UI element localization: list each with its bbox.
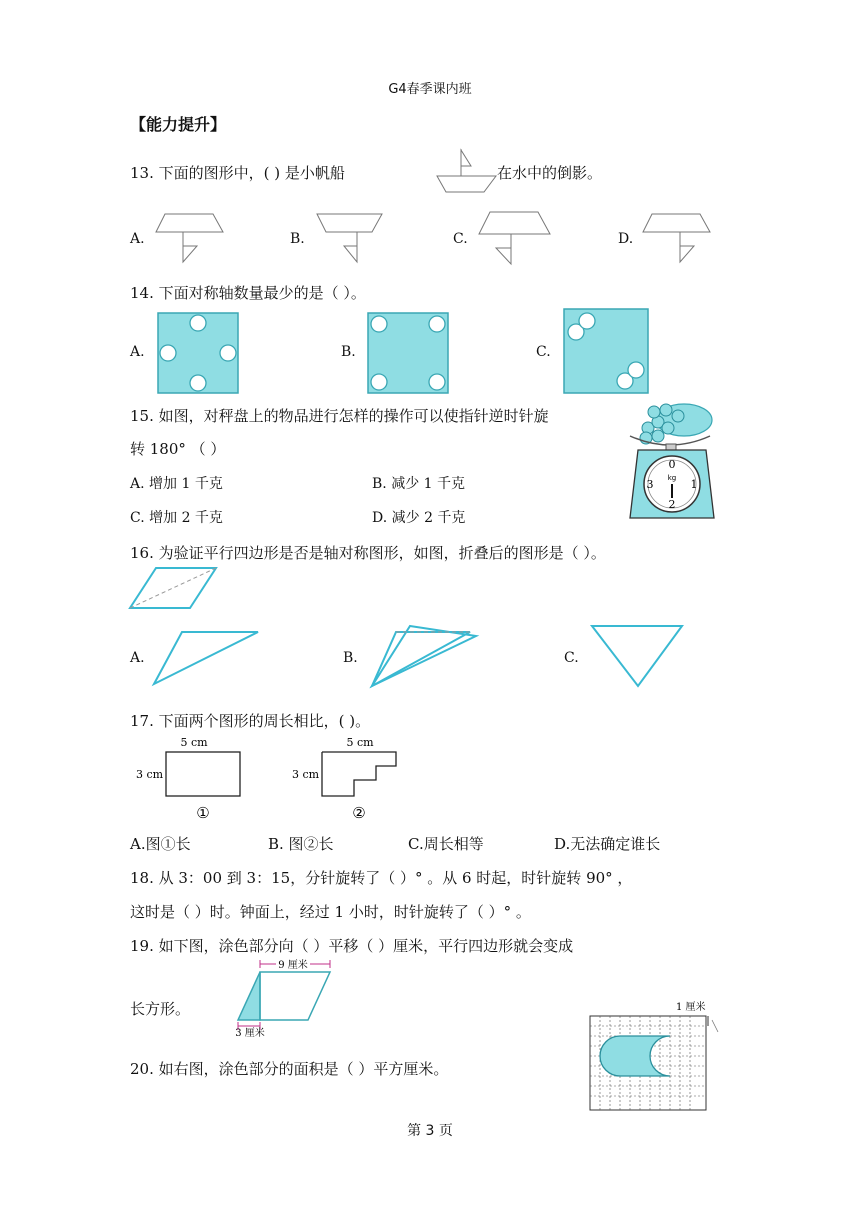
q13-option-b-label: B. — [290, 231, 305, 247]
q19-parallelogram-figure — [234, 958, 334, 1039]
q17-option-c: C.周长相等 — [408, 835, 484, 853]
scale-figure — [626, 398, 718, 522]
q19-top-dim: 9 厘米 — [278, 960, 308, 971]
q13-option-a-label: A. — [130, 231, 145, 247]
q17-option-a: A.图①长 — [130, 835, 191, 853]
q15-option-d: D. 减少 2 千克 — [372, 510, 466, 526]
q14-stem: 14. 下面对称轴数量最少的是（ ）。 — [130, 284, 366, 302]
q16-option-a-label: A. — [130, 650, 145, 666]
fig2-side-label: 3 cm — [292, 768, 320, 781]
scale-tick-3: 3 — [646, 478, 654, 491]
q17-stem: 17. 下面两个图形的周长相比，( )。 — [130, 712, 371, 730]
q19-line2: 长方形。 — [130, 1000, 191, 1018]
q14-option-c-figure — [563, 308, 649, 394]
q17-figure-1 — [134, 734, 254, 822]
q13-option-b-figure — [316, 212, 386, 264]
q13-stem-start: 13. 下面的图形中，( ) 是小帆船 — [130, 164, 345, 182]
q13-stem-end: 在水中的倒影。 — [497, 164, 603, 182]
q14-option-a-label: A. — [130, 344, 145, 360]
q17-figure-2 — [290, 734, 410, 822]
q15-option-a: A. 增加 1 千克 — [130, 476, 223, 492]
q14-option-c-label: C. — [536, 344, 551, 360]
q16-option-c-label: C. — [564, 650, 579, 666]
q17-option-d: D.无法确定谁长 — [554, 835, 661, 853]
q20-grid-label: 1 厘米 — [676, 1002, 706, 1013]
q20-stem: 20. 如右图，涂色部分的面积是（ ）平方厘米。 — [130, 1060, 449, 1078]
q14-option-b-label: B. — [341, 344, 356, 360]
q16-option-b-label: B. — [343, 650, 358, 666]
page-header: G4春季课内班 — [388, 82, 472, 97]
q15-stem-line2: 转 180° （ ） — [130, 440, 226, 458]
q13-option-c-label: C. — [453, 231, 468, 247]
q14-option-a-figure — [157, 312, 239, 394]
scale-tick-0: 0 — [668, 458, 676, 471]
q16-stem: 16. 为验证平行四边形是否是轴对称图形，如图，折叠后的图形是（ ）。 — [130, 544, 606, 562]
parallelogram-figure — [128, 566, 220, 612]
fig1-top-label: 5 cm — [180, 736, 208, 749]
q19-bottom-dim: 3 厘米 — [235, 1028, 265, 1039]
q15-option-b: B. 减少 1 千克 — [372, 476, 465, 492]
q16-option-b-figure — [370, 622, 478, 688]
q16-option-a-figure — [150, 628, 262, 686]
q15-option-c: C. 增加 2 千克 — [130, 510, 223, 526]
q13-option-c-figure — [478, 210, 553, 266]
q16-option-c-figure — [590, 624, 684, 688]
fig1-mark: ① — [196, 804, 210, 822]
fig2-top-label: 5 cm — [346, 736, 374, 749]
q14-option-b-figure — [367, 312, 449, 394]
q18-line1: 18. 从 3：00 到 3：15，分针旋转了（ ）° 。从 6 时起，时针旋转 90° ， — [130, 869, 633, 887]
scale-tick-1: 1 — [690, 478, 698, 491]
q13-option-d-label: D. — [618, 231, 634, 247]
q17-option-b: B. 图②长 — [268, 835, 334, 853]
scale-unit: kg — [667, 474, 677, 482]
fig1-side-label: 3 cm — [136, 768, 164, 781]
section-title: 【能力提升】 — [130, 115, 227, 134]
fig2-mark: ② — [352, 804, 366, 822]
q18-line2: 这时是（ ）时。钟面上，经过 1 小时，时针旋转了（ ）° 。 — [130, 903, 531, 921]
q13-option-a-figure — [155, 212, 225, 264]
scale-tick-2: 2 — [668, 498, 676, 511]
q13-option-d-figure — [642, 212, 712, 264]
sailboat-figure — [436, 148, 498, 194]
q20-grid-figure — [588, 998, 722, 1114]
page-footer: 第 3 页 — [407, 1123, 453, 1139]
q19-line1: 19. 如下图，涂色部分向（ ）平移（ ）厘米，平行四边形就会变成 — [130, 937, 574, 955]
q15-stem-line1: 15. 如图，对秤盘上的物品进行怎样的操作可以使指针逆时针旋 — [130, 407, 549, 425]
